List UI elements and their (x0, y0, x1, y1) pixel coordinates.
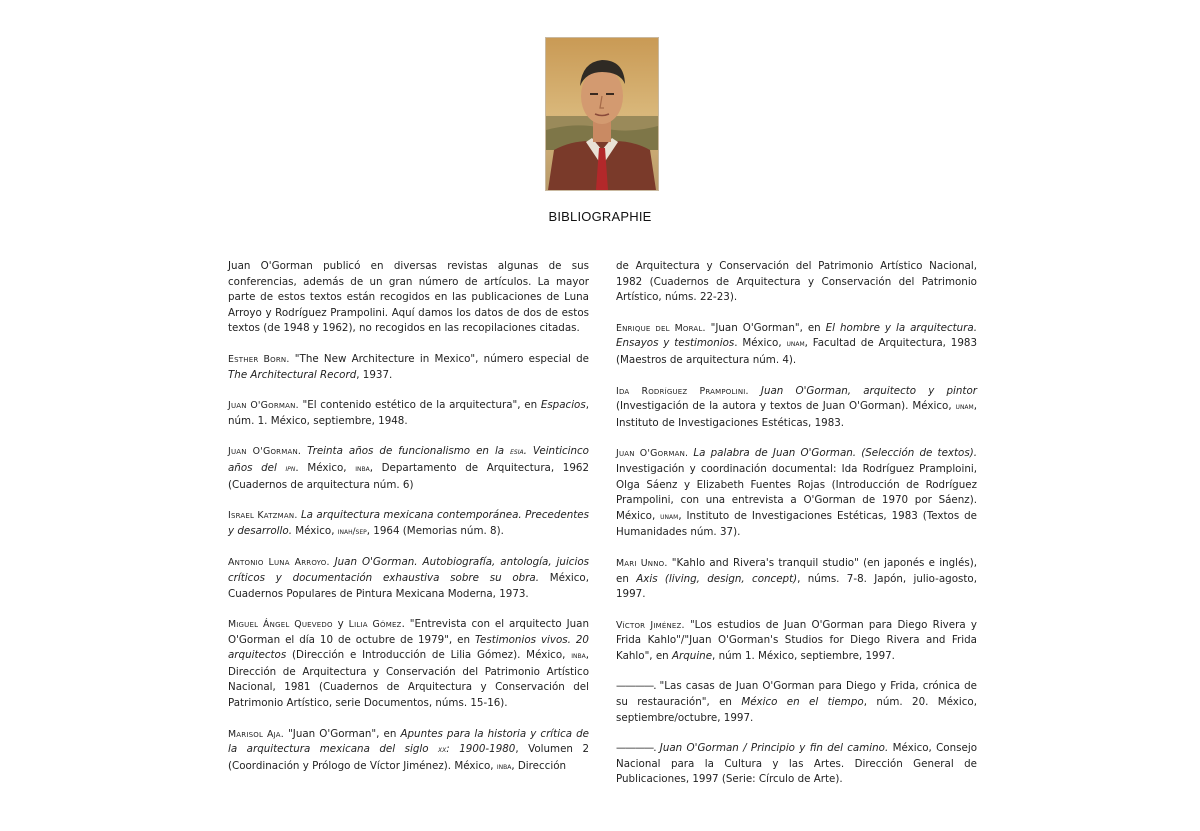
entry-text: , Volumen 2 (Coordinación y Prólogo de Víctor Jiménez). México, (228, 743, 589, 772)
entry-author: Juan O'Gorman. (616, 448, 689, 460)
entry-title: Axis (living, design, concept) (636, 572, 798, 585)
ditto-dash: ————. (616, 742, 656, 755)
bib-entry-aja (228, 727, 589, 776)
portrait-image (545, 37, 659, 191)
bib-entry-palabra (616, 446, 977, 541)
entry-abbr: inah/sep (337, 526, 367, 537)
entry-abbr: inba (496, 761, 512, 772)
entry-text: . México, (295, 461, 356, 474)
entry-title: El hombre y la arquitectura. Ensayos y testimonios (616, 321, 977, 350)
entry-author: Antonio Luna Arroyo. (228, 557, 330, 569)
entry-text: "Juan O'Gorman", en (705, 321, 826, 334)
entry-text: "Las casas de Juan O'Gorman para Diego y Frida, crónica de su restauración", en (616, 680, 977, 709)
entry-author: Lilia Gómez (348, 619, 402, 631)
bib-entry-rodriguez-prampolini (616, 384, 977, 432)
entry-text: , 1964 (Memorias núm. 8). (366, 524, 504, 537)
bib-entry-aja-continued: de Arquitectura y Conservación del Patrimonio Artístico Nacional, 1982 (Cuadernos de Arquitectura y Conservación del Patrimonio Artístico, núms. 22-23). (616, 260, 977, 304)
entry-author: Mari Unno. (616, 557, 668, 569)
entry-text: , núm 1. México, septiembre, 1997. (712, 649, 895, 662)
bibliography-right-column (616, 259, 977, 803)
entry-text: (Dirección e Introducción de Lilia Gómez). México, (286, 649, 572, 662)
entry-title: Juan O'Gorman, arquitecto y pintor (748, 384, 977, 397)
bib-entry-luna-arroyo (228, 555, 589, 602)
bib-entry-ogorman-1948 (228, 398, 589, 429)
bib-entry-del-moral (616, 321, 977, 369)
intro-paragraph: Juan O'Gorman publicó en diversas revistas algunas de sus conferencias, además de un gran número de artículos. La mayor parte de estos textos están recogidos en las publicaciones de Luna Arroyo y Rodríguez Prampolini. Aquí damos los datos de dos de estos textos (de 1948 y 1962), no recogidos en las recopilaciones citadas. (228, 260, 589, 335)
entry-text: , Facultad de Arquitectura, 1983 (Maestros de arquitectura núm. 4). (616, 337, 977, 366)
entry-text: , Dirección de Arquitectura y Conservación del Patrimonio Artístico Nacional, 1981 (Cuadernos de Arquitectura y Conservación del Patrimonio Artístico, serie Documentos, núms. 15-16). (228, 649, 589, 710)
entry-text: (Investigación de la autora y textos de Juan O'Gorman). México, (616, 400, 956, 413)
bib-entry-katzman (228, 508, 589, 540)
entry-abbr: xx (438, 745, 447, 756)
entry-text: "Kahlo and Rivera's tranquil studio" (en japonés e inglés), en (616, 556, 977, 585)
bib-entry-ogorman-1962 (228, 444, 589, 493)
entry-text: , Dirección (511, 759, 567, 772)
entry-text: , Instituto de Investigaciones Estéticas, 1983. (616, 400, 977, 429)
entry-author: Juan O'Gorman. (228, 400, 299, 412)
entry-text: "El contenido estético de la arquitectura", en (298, 399, 541, 412)
entry-text: "Juan O'Gorman", en (283, 727, 401, 740)
entry-author: Víctor Jiménez. (616, 619, 685, 631)
bib-entry-jimenez (616, 618, 977, 665)
entry-text: México, Cuadernos Populares de Pintura Mexicana Moderna, 1973. (228, 571, 590, 600)
entry-text: "Los estudios de Juan O'Gorman para Diego Rivera y Frida Kahlo"/"Juan O'Gorman's Studios for Diego Rivera and Frida Kahlo", en (616, 618, 977, 662)
entry-text: "The New Architecture in Mexico", número especial de (289, 352, 589, 365)
entry-text: México, Consejo Nacional para la Cultura y las Artes. Dirección General de Publicaciones, 1997 (Serie: Círculo de Arte). (616, 742, 977, 786)
entry-abbr: unam (786, 339, 805, 350)
entry-title: La palabra de Juan O'Gorman. (Selección de textos). (688, 447, 977, 460)
entry-abbr: inba (355, 463, 370, 474)
entry-title: Apuntes para la historia y crítica de la arquitectura mexicana del siglo (228, 727, 589, 756)
entry-author: Ida Rodríguez Prampolini. (616, 385, 749, 397)
bib-entry-born (228, 352, 589, 383)
entry-abbr: esia (510, 447, 524, 458)
entry-text: , núms. 7-8. Japón, julio-agosto, 1997. (616, 572, 977, 601)
entry-text: , 1937. (356, 368, 393, 381)
entry-text: Investigación y coordinación documental: Ida Rodríguez Pramploini, Olga Sáenz y Elizabeth Fuentes Rojas (Introducción de Rodríguez Prampolini, con una entrevista a O'Gorman de 1970 por Sáenz). México, (616, 462, 977, 522)
entry-title: Espacios (540, 399, 586, 412)
entry-title: Juan O'Gorman. Autobiografía, antología, juicios críticos y documentación exhaustiva sobre su obra. (228, 556, 589, 584)
entry-title: . Veinticinco años del (228, 445, 589, 474)
entry-abbr: ipn (285, 463, 296, 474)
bib-entry-jimenez-camino (616, 741, 977, 788)
entry-text: , Instituto de Investigaciones Estéticas, 1983 (Textos de Humanidades núm. 37). (616, 509, 978, 539)
entry-title: The Architectural Record (228, 368, 357, 381)
entry-title: Treinta años de funcionalismo en la (301, 445, 511, 458)
entry-author: Israel Katzman. (228, 510, 298, 522)
entry-author: Enrique del Moral. (616, 322, 706, 334)
entry-text: . México, (734, 337, 787, 350)
entry-author: Juan O'Gorman. (228, 446, 302, 458)
entry-author: Esther Born. (228, 353, 290, 365)
entry-title: Testimonios vivos. 20 arquitectos (228, 633, 589, 662)
entry-abbr: unam (955, 402, 974, 413)
entry-author: Marisol Aja. (228, 728, 284, 740)
entry-title: Juan O'Gorman / Principio y fin del camino. (655, 742, 889, 755)
entry-title: La arquitectura mexicana contemporánea. Precedentes y desarrollo. (228, 509, 589, 537)
entry-text: . "Entrevista con el arquitecto Juan O'Gorman el día 10 de octubre de 1979", en (228, 618, 589, 646)
bib-entry-quevedo-gomez (228, 617, 589, 712)
entry-text: y (332, 618, 349, 631)
entry-abbr: inba (571, 651, 586, 662)
bib-entry-jimenez-casas (616, 679, 977, 726)
entry-title: México en el tiempo (741, 696, 864, 709)
entry-title: Arquine (671, 649, 713, 662)
entry-text: , Departamento de Arquitectura, 1962 (Cuadernos de arquitectura núm. 6) (228, 461, 589, 491)
entry-text: México, (291, 524, 338, 537)
entry-text: , núm. 20. México, septiembre/octubre, 1997. (616, 696, 977, 724)
entry-abbr: unam (660, 511, 679, 522)
bibliography-left-column (228, 259, 589, 790)
ditto-dash: ————. (616, 680, 656, 693)
bib-entry-unno (616, 556, 977, 603)
entry-text: , núm. 1. México, septiembre, 1948. (228, 399, 589, 427)
entry-author: Miguel Ángel Quevedo (228, 619, 333, 631)
entry-title: : 1900-1980 (446, 743, 516, 756)
page-title: BIBLIOGRAPHIE (548, 209, 652, 224)
